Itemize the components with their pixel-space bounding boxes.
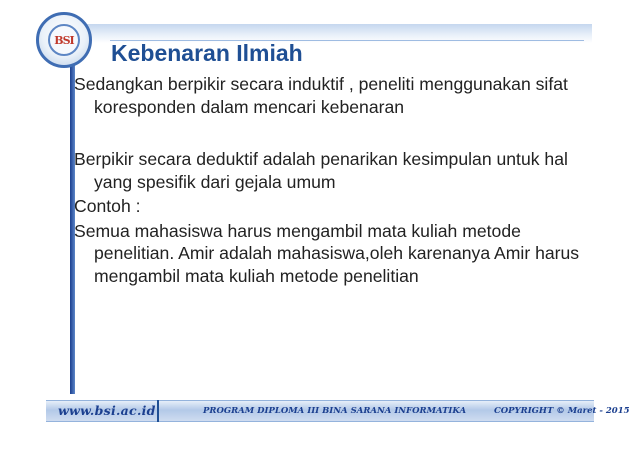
footer-website: www.bsi.ac.id: [58, 403, 156, 418]
slide-body: [74, 73, 586, 289]
bsi-logo-icon: [36, 12, 92, 68]
slide-title: Kebenaran Ilmiah: [111, 40, 303, 66]
paragraph-contoh-label: Contoh :: [74, 196, 141, 216]
footer-separator: [157, 400, 159, 422]
footer-copyright: COPYRIGHT © Maret - 2015: [494, 406, 630, 416]
logo-mark: BSI: [54, 34, 74, 47]
footer-program: PROGRAM DIPLOMA III BINA SARANA INFORMATIKA: [203, 406, 467, 416]
paragraph-induktif: Sedangkan berpikir secara induktif , peneliti menggunakan sifat koresponden dalam mencari kebenaran: [74, 74, 568, 117]
paragraph-deduktif: Berpikir secara deduktif adalah penarikan kesimpulan untuk hal yang spesifik dari gejala umum: [74, 149, 568, 192]
paragraph-example: Semua mahasiswa harus mengambil mata kuliah metode penelitian. Amir adalah mahasiswa,oleh karenanya Amir harus mengambil mata kuliah metode penelitian: [74, 220, 580, 286]
